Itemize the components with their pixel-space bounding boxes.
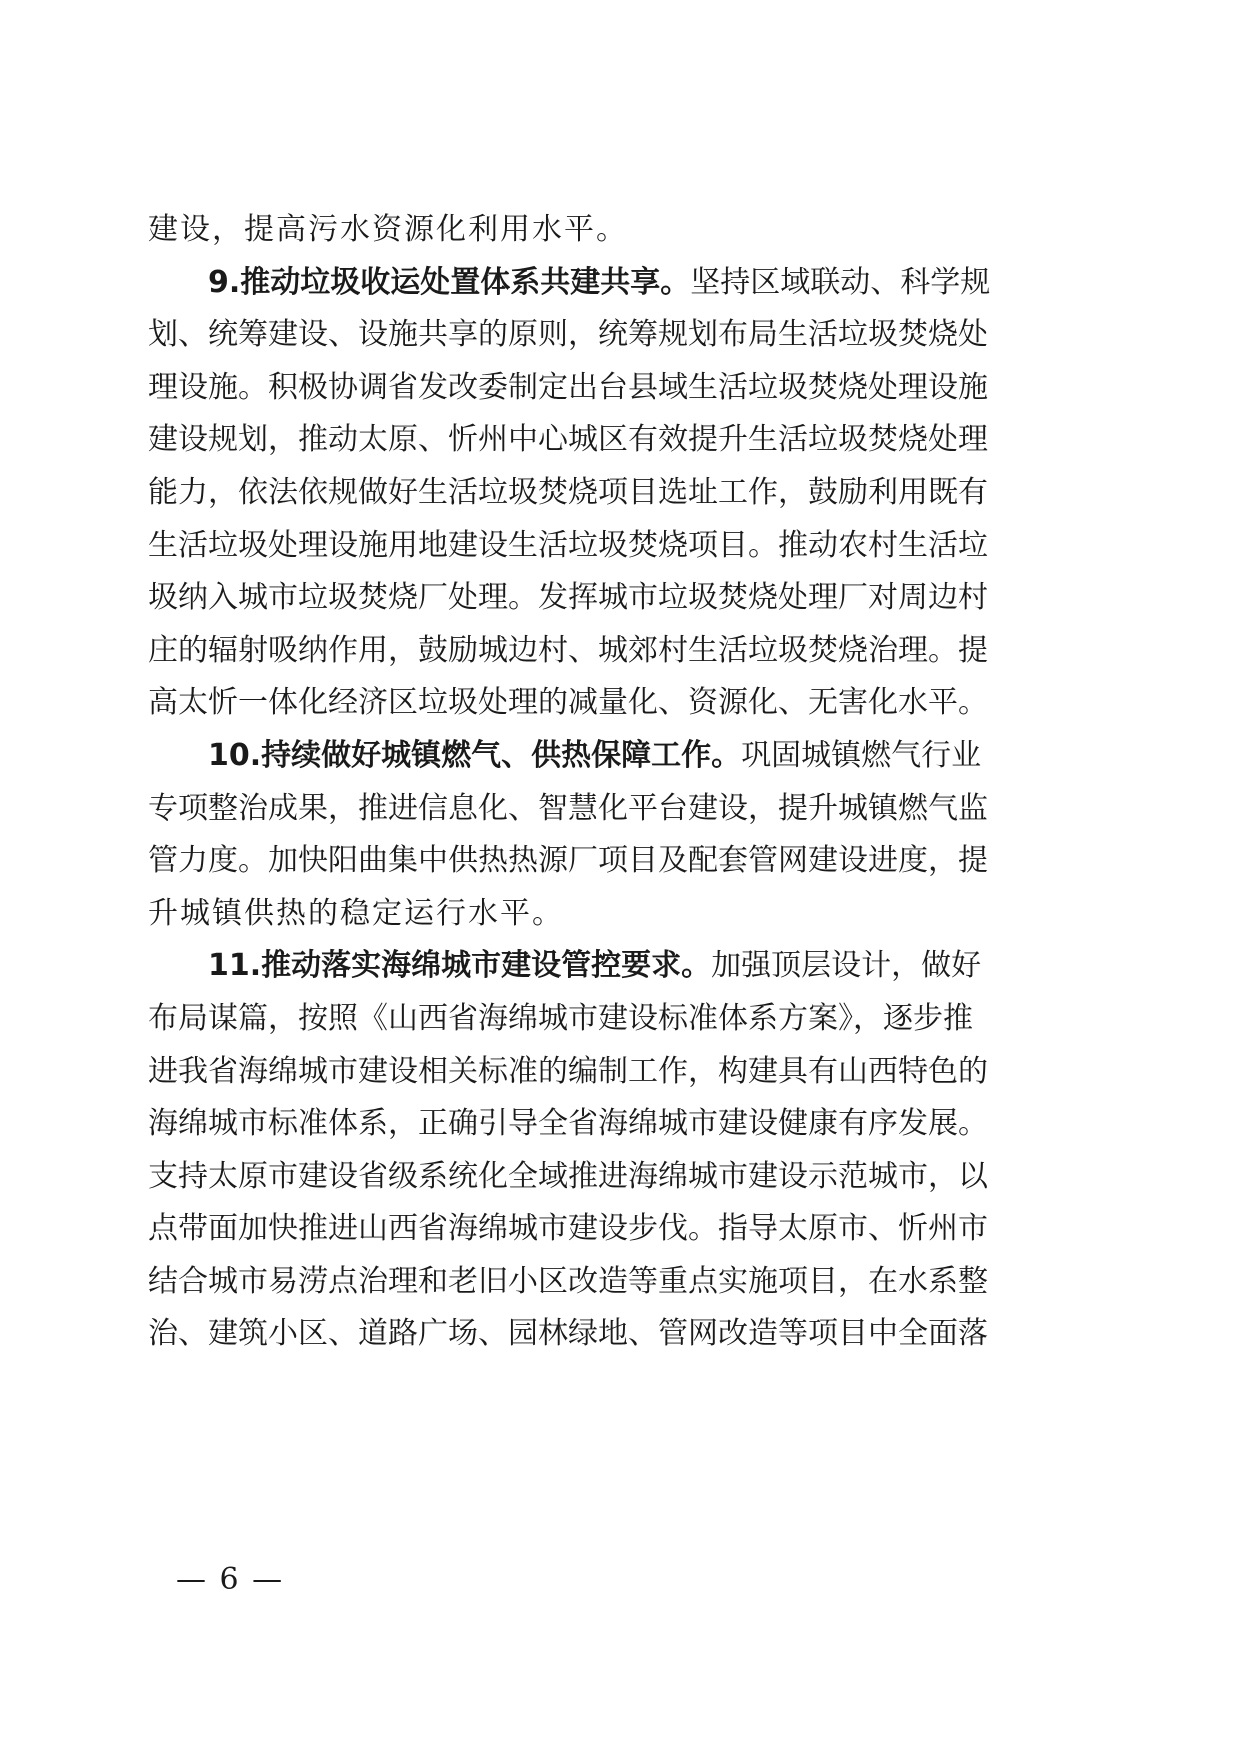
text-line: 点带面加快推进山西省海绵城市建设步伐。指导太原市、忻州市 [148, 1211, 988, 1247]
text-line: 高太忻一体化经济区垃圾处理的减量化、资源化、无害化水平。 [148, 685, 988, 721]
section-10 [148, 730, 988, 940]
text-line: 生活垃圾处理设施用地建设生活垃圾焚烧项目。推动农村生活垃 [148, 527, 988, 563]
text-line: 庄的辐射吸纳作用，鼓励城边村、城郊村生活垃圾焚烧治理。提 [148, 632, 988, 668]
text-line: 海绵城市标准体系，正确引导全省海绵城市建设健康有序发展。 [148, 1106, 988, 1142]
section-title: 9.推动垃圾收运处置体系共建共享。 [208, 264, 691, 300]
section-9 [148, 257, 991, 730]
section-heading-line [148, 940, 982, 993]
text-line: 划、统筹建设、设施共享的原则，统筹规划布局生活垃圾焚烧处 [148, 317, 988, 353]
section-11 [148, 940, 988, 1361]
section-title: 11.推动落实海绵城市建设管控要求。 [208, 948, 712, 984]
text-line: 支持太原市建设省级系统化全域推进海绵城市建设示范城市，以 [148, 1158, 988, 1194]
page-number: — 6 — [176, 1562, 285, 1597]
text-line: 圾纳入城市垃圾焚烧厂处理。发挥城市垃圾焚烧处理厂对周边村 [148, 580, 988, 616]
text-line: 升城镇供热的稳定运行水平。 [148, 895, 564, 931]
text-line: 布局谋篇，按照《山西省海绵城市建设标准体系方案》，逐步推 [148, 1000, 973, 1036]
text-line: 建设，提高污水资源化利用水平。 [148, 212, 628, 247]
section-title: 10.持续做好城镇燃气、供热保障工作。 [208, 737, 742, 773]
document-body [148, 204, 991, 1361]
text-line: 建设规划，推动太原、忻州中心城区有效提升生活垃圾焚烧处理 [148, 422, 988, 458]
section-text: 加强顶层设计，做好 [711, 948, 982, 984]
text-line: 专项整治成果，推进信息化、智慧化平台建设，提升城镇燃气监 [148, 790, 988, 826]
text-line: 理设施。积极协调省发改委制定出台县域生活垃圾焚烧处理设施 [148, 369, 988, 405]
text-line: 管力度。加快阳曲集中供热热源厂项目及配套管网建设进度，提 [148, 843, 988, 879]
section-text: 坚持区域联动、科学规 [690, 264, 991, 300]
text-line: 结合城市易涝点治理和老旧小区改造等重点实施项目，在水系整 [148, 1263, 988, 1299]
text-line: 能力，依法依规做好生活垃圾焚烧项目选址工作，鼓励利用既有 [148, 474, 988, 510]
section-heading-line [148, 257, 991, 310]
text-line: 治、建筑小区、道路广场、园林绿地、管网改造等项目中全面落 [148, 1316, 988, 1352]
section-heading-line [148, 730, 982, 783]
text-line: 进我省海绵城市建设相关标准的编制工作，构建具有山西特色的 [148, 1053, 988, 1089]
section-text: 巩固城镇燃气行业 [741, 737, 982, 773]
